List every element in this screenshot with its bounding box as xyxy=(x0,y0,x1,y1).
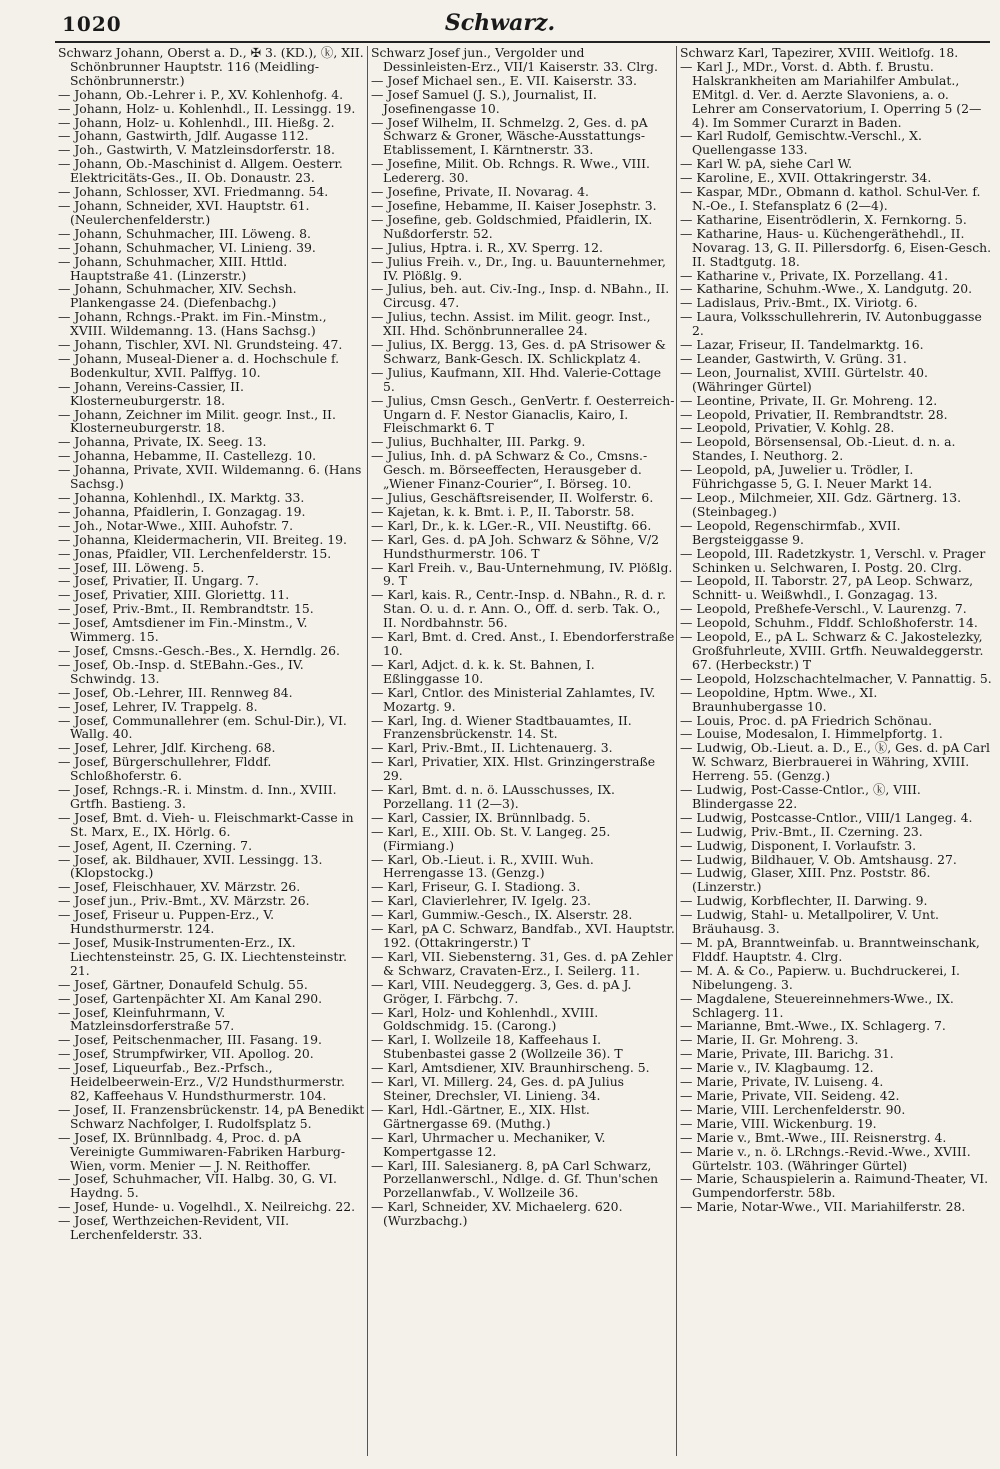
directory-entry: — Karl, I. Wollzeile 18, Kaffeehaus I. Stubenbastei gasse 2 (Wollzeile 36). T xyxy=(371,1032,623,1062)
column-1 xyxy=(58,46,366,1461)
directory-entry: — Johann, Schuhmacher, XIII. Httld. Hauptstraße 41. (Linzerstr.) xyxy=(58,253,288,283)
directory-entry: — Ludwig, Post-Casse-Cntlor., ⓚ, VIII. Blindergasse 22. xyxy=(680,782,921,811)
directory-entry: — Josef, Liqueurfab., Bez.-Prfsch., Heidelbeerwein-Erz., V/2 Hundsthurmerstr. 82, Kaffeehaus V. Hundsthurmerstr. 104. xyxy=(58,1060,345,1103)
directory-entry: — Laura, Volksschullehrerin, IV. Autonbuggasse 2. xyxy=(680,309,982,339)
directory-entry: — Kaspar, MDr., Obmann d. kathol. Schul-Ver. f. N.-Oe., I. Stefansplatz 6 (2—4). xyxy=(680,184,981,213)
directory-entry: — Johann, Schuhmacher, XIV. Sechsh. Plankengasse 24. (Diefenbachg.) xyxy=(58,281,297,311)
directory-entry: — Ludwig, Bildhauer, V. Ob. Amtshausg. 27. xyxy=(680,851,957,867)
directory-entry: — Josefine, Hebamme, II. Kaiser Josephstr. 3. xyxy=(371,197,657,213)
directory-entry: — Karl, Friseur, G. I. Stadiong. 3. xyxy=(371,879,581,895)
directory-entry: — Josef, Lehrer, Jdlf. Kircheng. 68. xyxy=(58,740,276,756)
directory-entry: — Karl, Bmt. d. Cred. Anst., I. Ebendorferstraße 10. xyxy=(371,629,675,658)
directory-entry: — Josef, ak. Bildhauer, XVII. Lessingg. 13. (Klopstockg.) xyxy=(58,851,323,881)
directory-entry: — Karl, Adjct. d. k. k. St. Bahnen, I. Eßlinggasse 10. xyxy=(371,656,595,686)
directory-entry: — Josef, Hunde- u. Vogelhdl., X. Neilreichg. 22. xyxy=(58,1199,356,1215)
directory-entry: — Josef, Bmt. d. Vieh- u. Fleischmarkt-Casse in St. Marx, E., IX. Hörlg. 6. xyxy=(58,809,354,839)
directory-entry: — Ludwig, Postcasse-Cntlor., VIII/1 Langeg. 4. xyxy=(680,809,973,825)
directory-entry: — Marie v., IV. Klagbaumg. 12. xyxy=(680,1060,874,1076)
directory-entry: — Karl, Gummiw.-Gesch., IX. Alserstr. 28. xyxy=(371,907,633,923)
directory-entry: — Karl, Dr., k. k. LGer.-R., VII. Neustiftg. 66. xyxy=(371,517,652,533)
column-2 xyxy=(371,46,675,1461)
directory-entry: — Karl, Priv.-Bmt., II. Lichtenauerg. 3. xyxy=(371,740,613,756)
directory-entry: — Karl, Ob.-Lieut. i. R., XVIII. Wuh. Herrengasse 13. (Genzg.) xyxy=(371,851,594,881)
directory-entry: — Marie, VIII. Wickenburg. 19. xyxy=(680,1115,877,1131)
directory-entry: — Johanna, Kleidermacherin, VII. Breiteg. 19. xyxy=(58,531,347,547)
page-header: Schwarz. xyxy=(444,10,556,36)
directory-entry: — Josef, Privatier, II. Ungarg. 7. xyxy=(58,573,259,589)
directory-entry: — Johann, Schuhmacher, VI. Linieng. 39. xyxy=(58,239,316,255)
directory-entry: — Julius, Cmsn Gesch., GenVertr. f. Oesterreich-Ungarn d. F. Nestor Gianaclis, Kairo, I. Fleischmarkt 6. T xyxy=(371,392,675,436)
directory-entry: — Louise, Modesalon, I. Himmelpfortg. 1. xyxy=(680,726,943,742)
directory-entry: — Julius, Hptra. i. R., XV. Sperrg. 12. xyxy=(371,239,603,255)
directory-entry: — Karl, pA C. Schwarz, Bandfab., XVI. Hauptstr. 192. (Ottakringerstr.) T xyxy=(371,921,675,950)
directory-entry: — Ludwig, Stahl- u. Metallpolirer, V. Unt. Bräuhausg. 3. xyxy=(680,907,939,937)
column-3 xyxy=(680,46,992,1461)
directory-entry: — Josef, Werthzeichen-Revident, VII. Lerchenfelderstr. 33. xyxy=(58,1213,290,1243)
directory-entry: — M. A. & Co., Papierw. u. Buchdruckerei, I. Nibelungeng. 3. xyxy=(680,962,960,992)
directory-entry: — Julius, Geschäftsreisender, II. Wolferstr. 6. xyxy=(371,490,654,505)
directory-entry: — Karl, Bmt. d. n. ö. LAusschusses, IX. Porzellang. 11 (2—3). xyxy=(371,782,615,811)
directory-entry: — Magdalene, Steuereinnehmers-Wwe., IX. Schlagerg. 11. xyxy=(680,990,954,1020)
directory-entry: — Josef Samuel (J. S.), Journalist, II. Josefinengasse 10. xyxy=(371,86,597,116)
directory-entry: — Leopold, Schuhm., Flddf. Schloßhoferstr. 14. xyxy=(680,615,978,631)
directory-entry: — Johann, Vereins-Cassier, II. Klosterneuburgerstr. 18. xyxy=(58,378,244,408)
directory-entry: — Josef, Friseur u. Puppen-Erz., V. Hundsthurmerstr. 124. xyxy=(58,907,275,937)
directory-entry: — Johanna, Hebamme, II. Castellezg. 10. xyxy=(58,448,317,464)
directory-entry: — Karl, Ing. d. Wiener Stadtbauamtes, II. Franzensbrückenstr. 14. St. xyxy=(371,712,632,742)
directory-entry: — Josef, Ob.-Lehrer, III. Rennweg 84. xyxy=(58,684,293,700)
directory-entry: — Johann, Gastwirth, Jdlf. Augasse 112. xyxy=(58,128,309,144)
directory-entry: — Julius, Inh. d. pA Schwarz & Co., Cmsns.-Gesch. m. Börseeffecten, Herausgeber d. „Wiener Finanz-Courier“, I. Börseg. 10. xyxy=(371,448,648,492)
directory-entry: — Johann, Schlosser, XVI. Friedmanng. 54. xyxy=(58,184,329,200)
directory-entry: — Josef Michael sen., E. VII. Kaiserstr. 33. xyxy=(371,72,637,88)
directory-entry: — Marie, Private, VII. Seideng. 42. xyxy=(680,1087,900,1103)
directory-entry: — Joh., Gastwirth, V. Matzleinsdorferstr. 18. xyxy=(58,142,335,158)
directory-entry: — Joh., Notar-Wwe., XIII. Auhofstr. 7. xyxy=(58,517,294,533)
directory-entry: — Leopoldine, Hptm. Wwe., XI. Braunhubergasse 10. xyxy=(680,684,878,714)
directory-entry: — Julius, techn. Assist. im Milit. geogr. Inst., XII. Hhd. Schönbrunnerallee 24. xyxy=(371,309,651,339)
directory-entry: — Karoline, E., XVII. Ottakringerstr. 34. xyxy=(680,170,932,186)
directory-entry: — Karl, VI. Millerg. 24, Ges. d. pA Julius Steiner, Drechsler, VI. Linieng. 34. xyxy=(371,1074,625,1103)
directory-entry: — Johanna, Pfaidlerin, I. Gonzagag. 19. xyxy=(58,503,306,519)
directory-entry: — Karl, Cassier, IX. Brünnlbadg. 5. xyxy=(371,809,591,825)
directory-entry: — Ludwig, Glaser, XIII. Pnz. Poststr. 86. (Linzerstr.) xyxy=(680,865,931,895)
directory-entry: — Josef, Peitschenmacher, III. Fasang. 19. xyxy=(58,1032,322,1048)
directory-entry: — Marie, VIII. Lerchenfelderstr. 90. xyxy=(680,1101,906,1117)
directory-entry: Schwarz Johann, Oberst a. D., ✠ 3. (KD.), ⓚ, XII. Schönbrunner Hauptstr. 116 (Meidling-Schönbrunnerstr.) xyxy=(58,46,364,88)
directory-entry: — Josef jun., Priv.-Bmt., XV. Märzstr. 26. xyxy=(58,893,310,909)
header-rule xyxy=(55,41,990,43)
directory-entry: — Marie v., Bmt.-Wwe., III. Reisnerstrg. 4. xyxy=(680,1129,947,1145)
directory-entry: — Karl, Ges. d. pA Joh. Schwarz & Söhne, V/2 Hundsthurmerstr. 106. T xyxy=(371,531,659,561)
directory-entry: — Johann, Ob.-Maschinist d. Allgem. Oesterr. Elektricitäts-Ges., II. Ob. Donaustr. 23. xyxy=(58,156,343,186)
directory-entry: — Leopold, Regenschirmfab., XVII. Bergsteiggasse 9. xyxy=(680,517,901,547)
directory-entry: — Josef, Privatier, XIII. Gloriettg. 11. xyxy=(58,587,290,603)
column-divider xyxy=(676,46,677,1456)
directory-entry: — Johann, Museal-Diener a. d. Hochschule f. Bodenkultur, XVII. Palffyg. 10. xyxy=(58,350,340,380)
directory-entry: — Karl, kais. R., Centr.-Insp. d. NBahn., R. d. r. Stan. O. u. d. r. Ann. O., Off. d. serb. Tak. O., II. Nordbahnstr. 56. xyxy=(371,587,666,631)
directory-entry: — Karl, E., XIII. Ob. St. V. Langeg. 25. (Firmiang.) xyxy=(371,823,611,853)
directory-entry: Schwarz Karl, Tapezirer, XVIII. Weitlofg. 18. xyxy=(680,46,959,60)
directory-entry: — Karl Freih. v., Bau-Unternehmung, IV. Plößlg. 9. T xyxy=(371,559,673,589)
directory-entry: — Ludwig, Ob.-Lieut. a. D., E., ⓚ, Ges. d. pA Carl W. Schwarz, Bierbrauerei in Währing, XVIII. Herreng. 55. (Genzg.) xyxy=(680,740,990,784)
directory-entry: — Leopold, Preßhefe-Verschl., V. Laurenzg. 7. xyxy=(680,601,967,617)
directory-entry: — Johann, Zeichner im Milit. geogr. Inst., II. Klosterneuburgerstr. 18. xyxy=(58,406,336,436)
directory-entry: — Karl, Clavierlehrer, IV. Igelg. 23. xyxy=(371,893,591,909)
directory-entry: — Karl W. pA, siehe Carl W. xyxy=(680,156,853,172)
directory-entry: — Lazar, Friseur, II. Tandelmarktg. 16. xyxy=(680,337,924,353)
directory-entry: — Marianne, Bmt.-Wwe., IX. Schlagerg. 7. xyxy=(680,1018,946,1034)
directory-entry: — Marie v., n. ö. LRchngs.-Revid.-Wwe., XVIII. Gürtelstr. 103. (Währinger Gürtel) xyxy=(680,1143,971,1173)
directory-entry: — Ludwig, Korbflechter, II. Darwing. 9. xyxy=(680,893,928,909)
directory-entry: — Josef, Agent, II. Czerning. 7. xyxy=(58,837,253,853)
directory-entry: — Johanna, Private, XVII. Wildemanng. 6. (Hans Sachsg.) xyxy=(58,462,362,492)
directory-entry: — Karl, Schneider, XV. Michaelerg. 620. (Wurzbachg.) xyxy=(371,1199,623,1229)
directory-entry: — Josef, Strumpfwirker, VII. Apollog. 20. xyxy=(58,1046,314,1062)
directory-entry: — Johanna, Private, IX. Seeg. 13. xyxy=(58,434,267,450)
directory-entry: — Josef, Amtsdiener im Fin.-Minstm., V. Wimmerg. 15. xyxy=(58,615,308,645)
directory-entry: — M. pA, Branntweinfab. u. Branntweinschank, Flddf. Hauptstr. 4. Clrg. xyxy=(680,935,980,964)
directory-entry: — Leopold, E., pA L. Schwarz & C. Jakostelezky, Großfuhrleute, XVIII. Grtfh. Neuwaldeggerstr. 67. (Herbeckstr.) T xyxy=(680,629,984,672)
directory-entry: — Josef, Gärtner, Donaufeld Schulg. 55. xyxy=(58,976,308,992)
directory-entry: — Josefine, Private, II. Novarag. 4. xyxy=(371,184,589,200)
directory-entry: — Julius, beh. aut. Civ.-Ing., Insp. d. NBahn., II. Circusg. 47. xyxy=(371,281,670,311)
directory-entry: — Julius, Buchhalter, III. Parkg. 9. xyxy=(371,434,586,450)
directory-entry: — Johann, Ob.-Lehrer i. P., XV. Kohlenhofg. 4. xyxy=(58,86,344,102)
directory-entry: Schwarz Josef jun., Vergolder und Dessinleisten-Erz., VII/1 Kaiserstr. 33. Clrg. xyxy=(371,46,658,74)
directory-entry: — Josef, Ob.-Insp. d. StEBahn.-Ges., IV. Schwindg. 13. xyxy=(58,656,304,686)
directory-entry: — Ladislaus, Priv.-Bmt., IX. Viriotg. 6. xyxy=(680,295,918,311)
directory-entry: — Josef Wilhelm, II. Schmelzg. 2, Ges. d. pA Schwarz & Groner, Wäsche-Ausstattungs-Etablissement, I. Kärntnerstr. 33. xyxy=(371,114,648,158)
directory-entry: — Leon, Journalist, XVIII. Gürtelstr. 40. (Währinger Gürtel) xyxy=(680,364,928,394)
directory-entry: — Josef, IX. Brünnlbadg. 4, Proc. d. pA Vereinigte Gummiwaren-Fabriken Harburg-Wien, vorm. Menier — J. N. Reithoffer. xyxy=(58,1129,346,1173)
directory-entry: — Katharine v., Private, IX. Porzellang. 41. xyxy=(680,267,949,283)
directory-entry: — Marie, Schauspielerin a. Raimund-Theater, VI. Gumpendorferstr. 58b. xyxy=(680,1171,989,1201)
directory-entry: — Karl, VII. Siebensterng. 31, Ges. d. pA Zehler & Schwarz, Cravaten-Erz., I. Seilerg. 11. xyxy=(371,948,673,978)
directory-entry: — Josef, Cmsns.-Gesch.-Bes., X. Herndlg. 26. xyxy=(58,642,340,658)
directory-entry: — Josef, Bürgerschullehrer, Flddf. Schloßhoferstr. 6. xyxy=(58,754,272,784)
directory-entry: — Josefine, Milit. Ob. Rchngs. R. Wwe., VIII. Ledererg. 30. xyxy=(371,156,650,186)
directory-entry: — Leopold, II. Taborstr. 27, pA Leop. Schwarz, Schnitt- u. Weißwhdl., I. Gonzagag. 13. xyxy=(680,573,974,603)
directory-entry: — Josef, Schuhmacher, VII. Halbg. 30, G. VI. Haydng. 5. xyxy=(58,1171,337,1201)
page-number: 1020 xyxy=(62,12,122,36)
directory-entry: — Leop., Milchmeier, XII. Gdz. Gärtnerg. 13. (Steinbageg.) xyxy=(680,490,962,519)
directory-entry: — Karl, VIII. Neudeggerg. 3, Ges. d. pA J. Gröger, I. Färbchg. 7. xyxy=(371,976,632,1006)
directory-entry: — Karl, III. Salesianerg. 8, pA Carl Schwarz, Porzellanwerschl., Ndlge. d. Gf. Thun'schen Porzellanwfab., V. Wollzeile 36. xyxy=(371,1157,659,1201)
directory-entry: — Karl, Amtsdiener, XIV. Braunhirscheng. 5. xyxy=(371,1060,650,1076)
directory-entry: — Karl, Privatier, XIX. Hlst. Grinzingerstraße 29. xyxy=(371,754,656,784)
column-divider xyxy=(367,46,368,1456)
directory-entry: — Josef, II. Franzensbrückenstr. 14, pA Benedikt Schwarz Nachfolger, I. Rudolfsplatz 5. xyxy=(58,1101,365,1131)
directory-entry: — Karl, Hdl.-Gärtner, E., XIX. Hlst. Gärtnergasse 69. (Muthg.) xyxy=(371,1101,590,1131)
directory-entry: — Josef, Priv.-Bmt., II. Rembrandtstr. 15. xyxy=(58,601,314,617)
directory-entry: — Josefine, geb. Goldschmied, Pfaidlerin, IX. Nußdorferstr. 52. xyxy=(371,211,653,241)
directory-entry: — Karl J., MDr., Vorst. d. Abth. f. Brustu. Halskrankheiten am Mariahilfer Ambulat., EMitgl. d. Ver. d. Aerzte Slavoniens, a. o. Lehrer am Conservatorium, I. Operring 5 (2—4). Im Sommer Curarzt in Baden. xyxy=(680,58,982,130)
directory-entry: — Kajetan, k. k. Bmt. i. P., II. Taborstr. 58. xyxy=(371,503,635,519)
directory-entry: — Karl Rudolf, Gemischtw.-Verschl., X. Quellengasse 133. xyxy=(680,128,922,158)
directory-entry: — Katharine, Schuhm.-Wwe., X. Landgutg. 20. xyxy=(680,281,973,297)
directory-entry: — Leopold, pA, Juwelier u. Trödler, I. Führichgasse 5, G. I. Neuer Markt 14. xyxy=(680,462,933,492)
directory-entry: — Josef, Musik-Instrumenten-Erz., IX. Liechtensteinstr. 25, G. IX. Liechtensteinstr. 21. xyxy=(58,935,347,978)
directory-entry: — Julius, Kaufmann, XII. Hhd. Valerie-Cottage 5. xyxy=(371,364,662,394)
directory-entry: — Josef, Kleinfuhrmann, V. Matzleinsdorferstraße 57. xyxy=(58,1004,235,1034)
directory-entry: — Josef, Gartenpächter XI. Am Kanal 290. xyxy=(58,990,323,1006)
directory-entry: — Leopold, Privatier, V. Kohlg. 28. xyxy=(680,420,895,436)
directory-entry: — Johann, Holz- u. Kohlenhdl., III. Hießg. 2. xyxy=(58,114,335,130)
directory-entry: — Johann, Rchngs.-Prakt. im Fin.-Minstm., XVIII. Wildemanng. 13. (Hans Sachsg.) xyxy=(58,309,327,339)
directory-entry: — Josef, Rchngs.-R. i. Minstm. d. Inn., XVIII. Grtfh. Bastieng. 3. xyxy=(58,782,337,811)
directory-entry: — Julius Freih. v., Dr., Ing. u. Bauunternehmer, IV. Plößlg. 9. xyxy=(371,253,666,283)
directory-entry: — Marie, Notar-Wwe., VII. Mariahilferstr. 28. xyxy=(680,1199,966,1215)
directory-entry: — Josef, III. Löweng. 5. xyxy=(58,559,205,575)
directory-entry: — Leopold, Privatier, II. Rembrandtstr. 28. xyxy=(680,406,948,422)
directory-entry: — Marie, II. Gr. Mohreng. 3. xyxy=(680,1032,859,1048)
directory-entry: — Ludwig, Disponent, I. Vorlaufstr. 3. xyxy=(680,837,917,853)
directory-entry: — Marie, Private, IV. Luiseng. 4. xyxy=(680,1074,884,1090)
directory-entry: — Leontine, Private, II. Gr. Mohreng. 12. xyxy=(680,392,938,408)
directory-entry: — Jonas, Pfaidler, VII. Lerchenfelderstr. 15. xyxy=(58,545,332,561)
directory-entry: — Ludwig, Priv.-Bmt., II. Czerning. 23. xyxy=(680,823,923,839)
directory-entry: — Katharine, Haus- u. Küchengeräthehdl., II. Novarag. 13, G. II. Pillersdorfg. 6, Eisen-Gesch. II. Stadtgutg. 18. xyxy=(680,225,992,269)
directory-entry: — Leopold, III. Radetzkystr. 1, Verschl. v. Prager Schinken u. Selchwaren, I. Postg. 20. Clrg. xyxy=(680,545,986,575)
directory-entry: — Katharine, Eisentrödlerin, X. Fernkorng. 5. xyxy=(680,211,967,227)
directory-entry: — Marie, Private, III. Barichg. 31. xyxy=(680,1046,894,1062)
directory-entry: — Josef, Lehrer, IV. Trappelg. 8. xyxy=(58,698,258,714)
directory-entry: — Karl, Uhrmacher u. Mechaniker, V. Kompertgasse 12. xyxy=(371,1129,606,1159)
directory-entry: — Josef, Fleischhauer, XV. Märzstr. 26. xyxy=(58,879,301,895)
directory-entry: — Karl, Cntlor. des Ministerial Zahlamtes, IV. Mozartg. 9. xyxy=(371,684,656,714)
directory-entry: — Johann, Tischler, XVI. Nl. Grundsteing. 47. xyxy=(58,337,343,353)
directory-entry: — Leopold, Holzschachtelmacher, V. Pannattig. 5. xyxy=(680,670,992,686)
directory-entry: — Johann, Schuhmacher, III. Löweng. 8. xyxy=(58,225,311,241)
directory-entry: — Leopold, Börsensensal, Ob.-Lieut. d. n. a. Standes, I. Neuthorg. 2. xyxy=(680,434,956,464)
directory-entry: — Karl, Holz- und Kohlenhdl., XVIII. Goldschmidg. 15. (Carong.) xyxy=(371,1004,599,1034)
directory-entry: — Julius, IX. Bergg. 13, Ges. d. pA Strisower & Schwarz, Bank-Gesch. IX. Schlickplatz 4. xyxy=(371,337,666,366)
directory-entry: — Johanna, Kohlenhdl., IX. Marktg. 33. xyxy=(58,490,305,505)
directory-entry: — Johann, Schneider, XVI. Hauptstr. 61. (Neulerchenfelderstr.) xyxy=(58,197,310,227)
directory-entry: — Leander, Gastwirth, V. Grüng. 31. xyxy=(680,350,907,366)
directory-entry: — Louis, Proc. d. pA Friedrich Schönau. xyxy=(680,712,933,728)
directory-entry: — Johann, Holz- u. Kohlenhdl., II. Lessingg. 19. xyxy=(58,100,356,116)
directory-entry: — Josef, Communallehrer (em. Schul-Dir.), VI. Wallg. 40. xyxy=(58,712,347,742)
